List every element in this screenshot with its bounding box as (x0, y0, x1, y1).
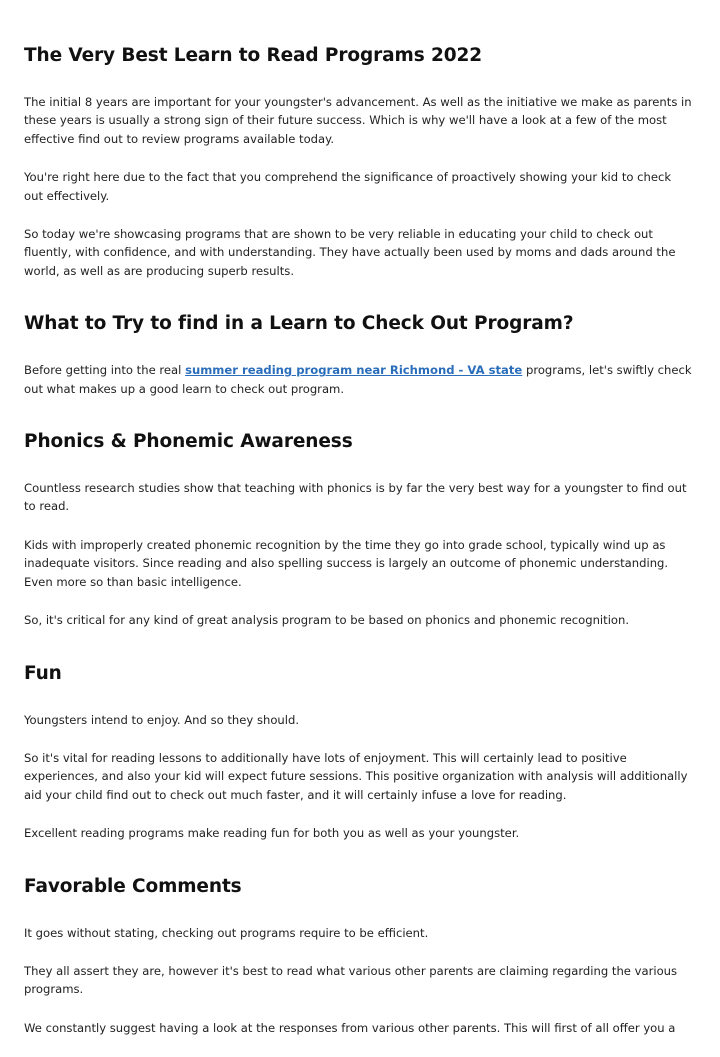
summer-reading-program-link[interactable]: summer reading program near Richmond - VA state (185, 363, 523, 378)
fun-paragraph-3: Excellent reading programs make reading fun for both you as well as your youngster. (24, 826, 520, 841)
phonics-paragraph-1: Countless research studies show that teaching with phonics is by far the very best way for a youngster to find out to read. (24, 481, 687, 514)
section-heading-fun: Fun (24, 662, 62, 684)
section-favorable-comments (24, 875, 692, 1038)
section-what-to-look-for (24, 312, 692, 398)
phonics-paragraph-3: So, it's critical for any kind of great analysis program to be based on phonics and phonemic recognition. (24, 613, 630, 628)
section-heading-phonics: Phonics & Phonemic Awareness (24, 431, 353, 453)
section-what-paragraph (24, 361, 692, 398)
article (24, 44, 692, 1057)
phonics-paragraph-2: Kids with improperly created phonemic recognition by the time they go into grade school, typically wind up as inadequate visitors. Since reading and also spelling success is largely an outcome of phonemic understanding. Even more so than basic intelligence. (24, 537, 669, 589)
fun-paragraph-2: So it's vital for reading lessons to additionally have lots of enjoyment. This will certainly lead to positive experiences, and also your kid will expect future sessions. This positive organization with analysis will additionally aid your child find out to check out much faster, and it will certainly infuse a love for reading. (24, 750, 688, 802)
text-before-link: Before getting into the real (24, 363, 186, 378)
intro-paragraph-1: The initial 8 years are important for your youngster's advancement. As well as the initiative we make as parents in these years is usually a strong sign of their future success. Which is why we'll have a look at a few of the most effective find out to review programs available today. (24, 95, 692, 146)
comments-paragraph-2: They all assert they are, however it's best to read what various other parents are claiming regarding the various programs. (24, 963, 678, 997)
text-after-link: programs, let's swiftly check out what makes up a good learn to check out program. (24, 363, 692, 396)
comments-paragraph-3: We constantly suggest having a look at the responses from various other parents. This will first of all offer you a (24, 1020, 676, 1035)
section-heading-what: What to Try to find in a Learn to Check Out Program? (24, 313, 574, 335)
fun-paragraph-1: Youngsters intend to enjoy. And so they should. (24, 712, 300, 727)
section-heading-comments: Favorable Comments (24, 875, 242, 897)
intro-paragraph-3: So today we're showcasing programs that are shown to be very reliable in educating your child to check out fluently, with confidence, and with understanding. They have actually been used by moms and dads around the world, as well as are producing superb results. (24, 227, 676, 278)
intro-paragraph-2: You're right here due to the fact that you comprehend the significance of proactively showing your kid to check out effectively. (24, 170, 672, 203)
page-title: The Very Best Learn to Read Programs 2022 (24, 45, 483, 66)
section-fun (24, 662, 692, 843)
comments-paragraph-1: It goes without stating, checking out programs require to be efficient. (24, 925, 429, 940)
section-phonics (24, 430, 692, 629)
